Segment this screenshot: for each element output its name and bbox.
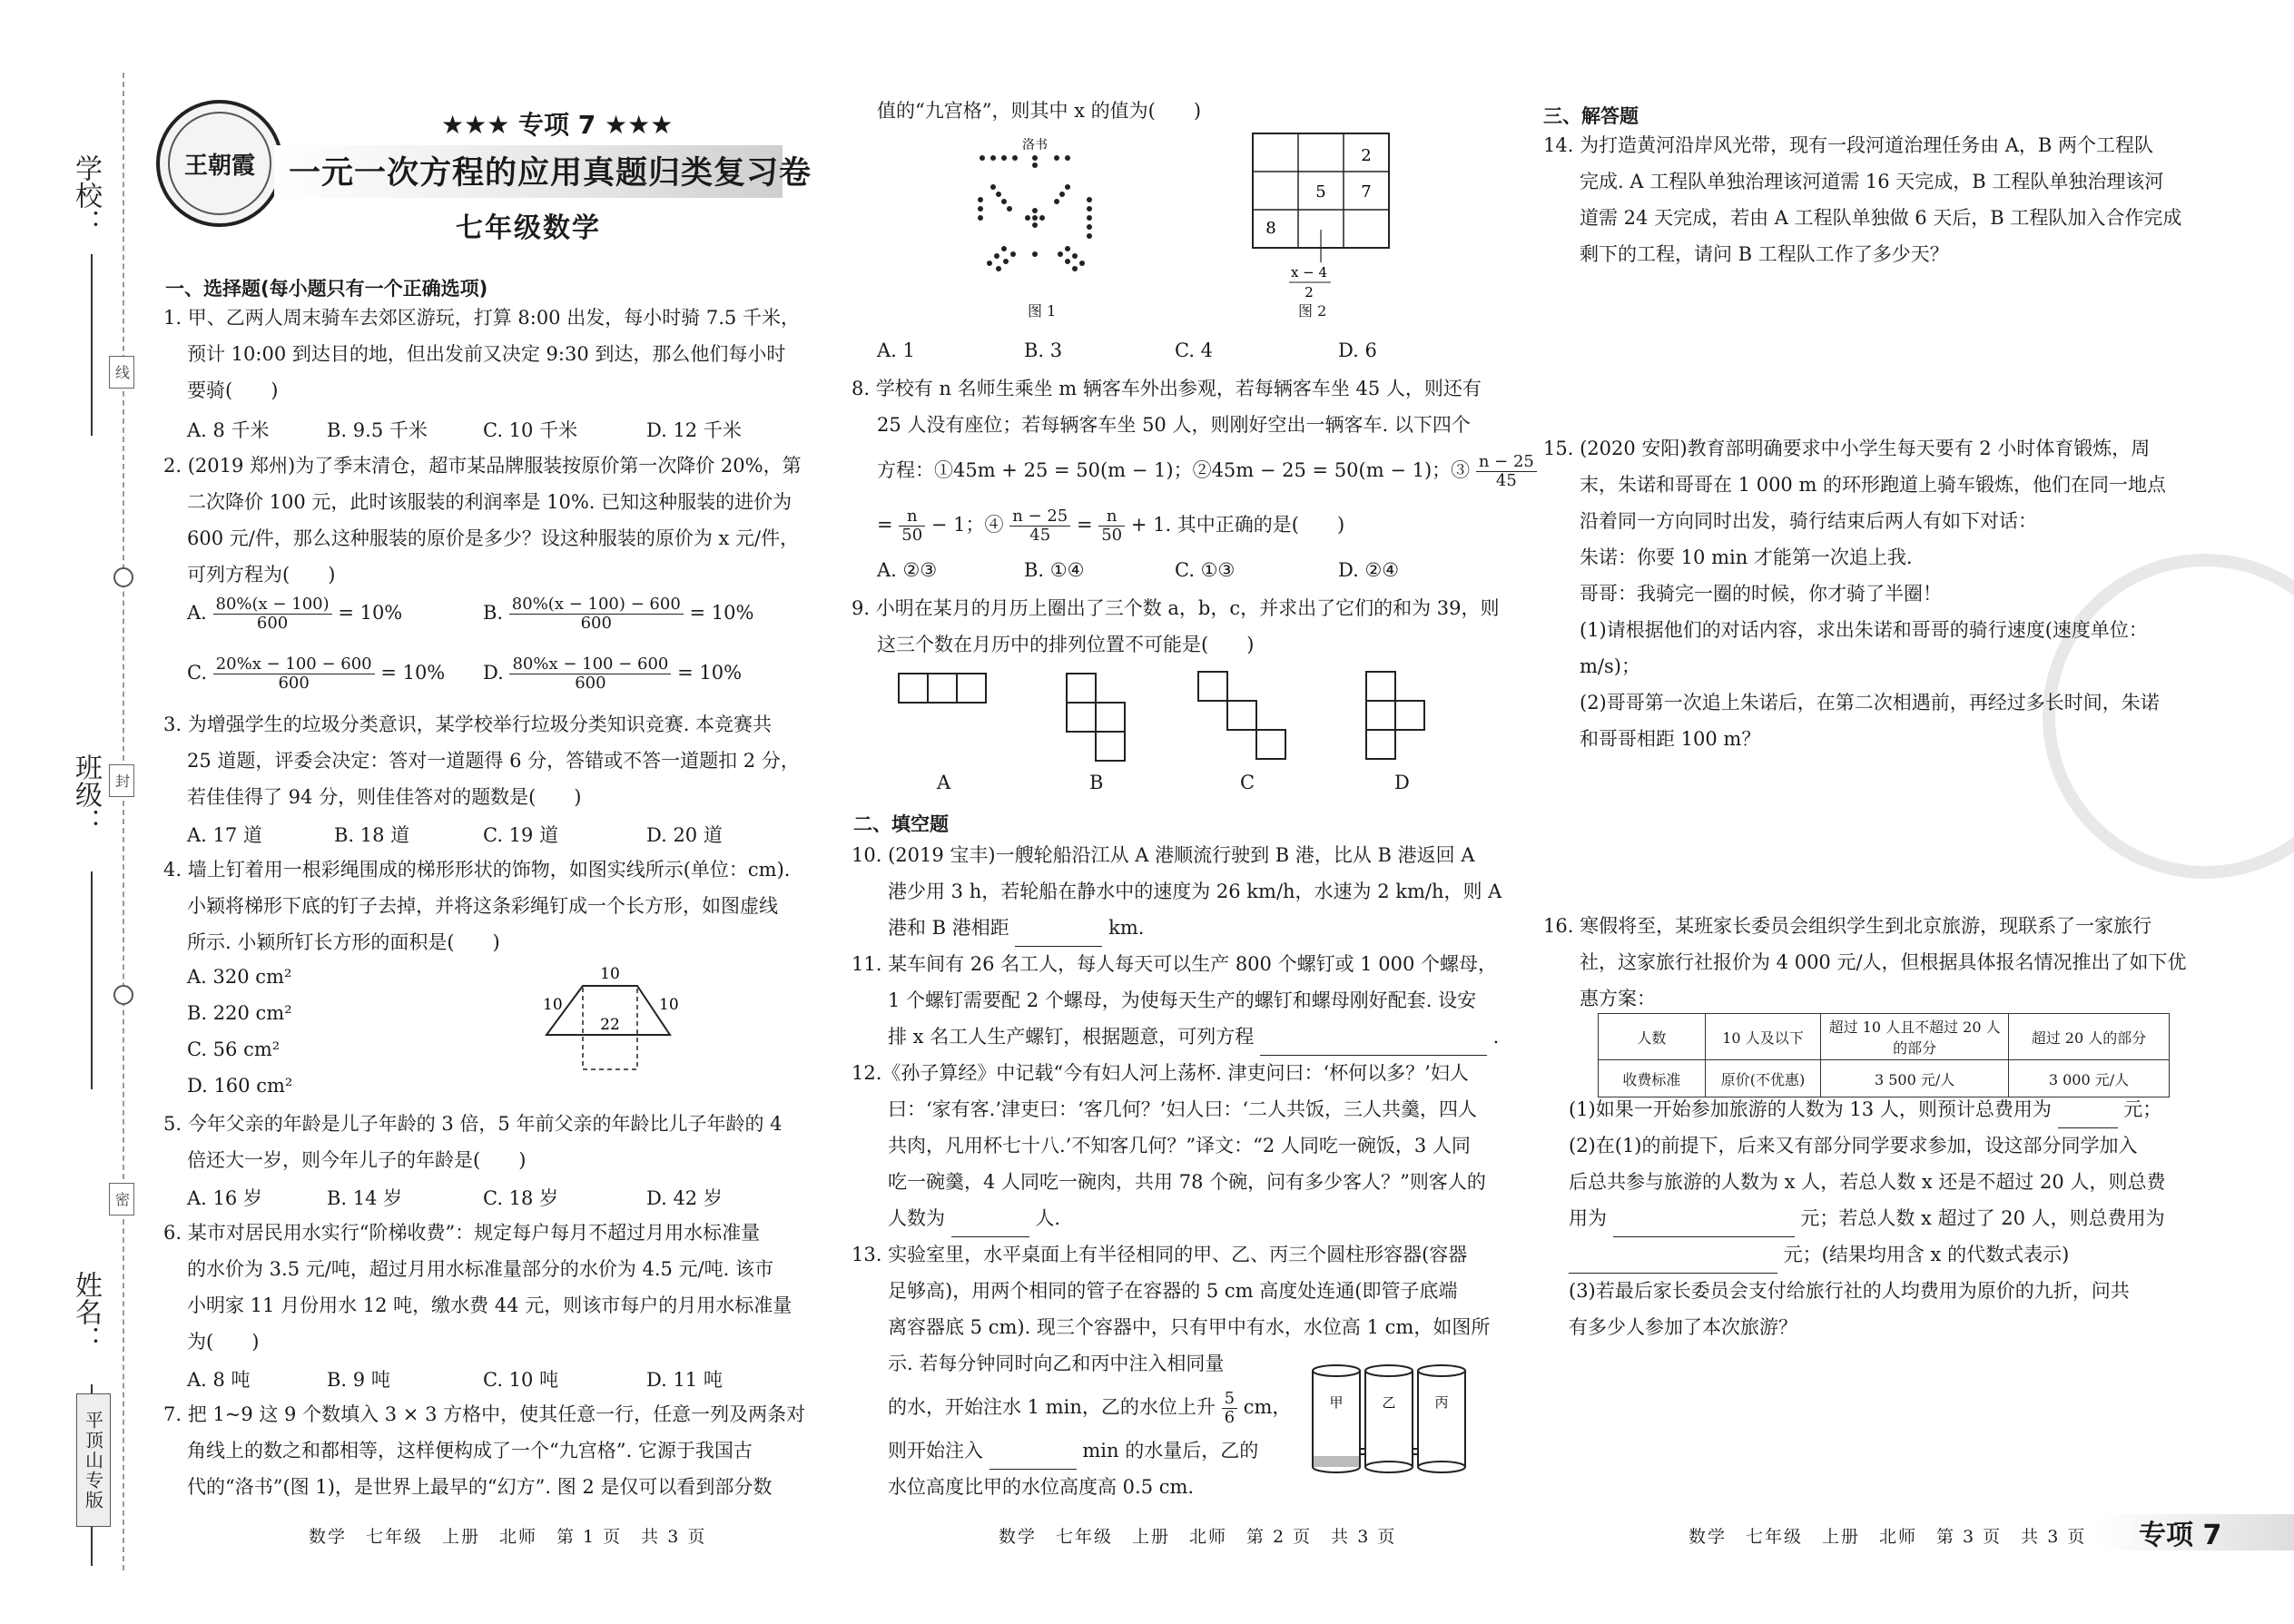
q15-line6: (1)请根据他们的对话内容，求出朱诺和哥哥的骑行速度(速度单位：	[1580, 619, 2148, 641]
q6-option-a[interactable]: A. 8 吨	[187, 1369, 251, 1391]
q8-eq-sign-2: =	[1076, 514, 1093, 536]
q6-line3: 小明家 11 月份用水 12 吨，缴水费 44 元，则该市每户的月用水标准量	[187, 1294, 793, 1316]
q9-line2: 这三个数在月历中的排列位置不可能是( )	[877, 634, 1255, 655]
edition-badge: 平顶山专版	[76, 1393, 111, 1527]
q2-c-numerator: 20%x − 100 − 600	[213, 655, 375, 674]
seal-mark-xian: 线	[109, 356, 134, 389]
table-cell: 超过 10 人且不超过 20 人的部分	[1821, 1014, 2009, 1060]
q10-answer-blank[interactable]	[1015, 910, 1102, 947]
q3-option-b[interactable]: B. 18 道	[334, 824, 410, 846]
brand-text: 王朝霞	[168, 112, 271, 215]
q15-line9: 和哥哥相距 100 m？	[1580, 728, 1761, 750]
q8-frac2-num: n − 25	[1009, 507, 1070, 527]
q9-figure-c	[1198, 672, 1285, 759]
q7-cell-2: 2	[1361, 146, 1372, 165]
school-label: 学校：	[70, 154, 102, 236]
q5-option-c[interactable]: C. 18 岁	[483, 1187, 559, 1209]
q6-option-b[interactable]: B. 9 吨	[327, 1369, 390, 1391]
q7-x-denominator: 2	[1305, 284, 1314, 300]
footer-page-3: 数学 七年级 上册 北师 第 3 页 共 3 页	[1689, 1527, 2087, 1547]
brand-logo	[156, 100, 283, 227]
q1-line2: 预计 10:00 到达目的地，但出发前又决定 9:30 到达，那么他们每小时	[187, 343, 786, 365]
q1-option-d[interactable]: D. 12 千米	[646, 419, 742, 441]
seal-mark-feng: 封	[109, 764, 134, 797]
school-fill-line	[91, 254, 93, 436]
q8-frac2-den: 45	[1029, 526, 1051, 545]
q14-line3: 道需 24 天完成，若由 A 工程队单独做 6 天后，B 工程队加入合作完成	[1580, 207, 2182, 229]
q1-option-a[interactable]: A. 8 千米	[187, 419, 270, 441]
q16-part5-blank[interactable]	[1569, 1236, 1777, 1274]
q3-option-c[interactable]: C. 19 道	[483, 824, 559, 846]
q13-label-jia: 甲	[1329, 1394, 1344, 1411]
q7-option-a[interactable]: A. 1	[877, 340, 915, 361]
q8-frac1-num: n	[899, 507, 925, 527]
q15-line7: m/s)；	[1580, 655, 1640, 677]
q16-price-table	[1598, 1013, 2170, 1097]
q2-d-rhs: = 10%	[677, 662, 743, 684]
q11-period: .	[1492, 1026, 1500, 1048]
q4-option-c[interactable]: C. 56 cm²	[187, 1038, 281, 1060]
q6-option-d[interactable]: D. 11 吨	[646, 1369, 723, 1391]
q11-line2: 1 个螺钉需要配 2 个螺母，为使每天生产的螺钉和螺母刚好配套. 设安	[888, 989, 1477, 1011]
q8-frac3	[1098, 507, 1125, 545]
q3-line2: 25 道题，评委会决定：答对一道题得 6 分，答错或不答一道题扣 2 分，	[187, 750, 800, 772]
q2-c-label: C.	[187, 662, 207, 684]
q12-line3: 共肉，凡用杯七十八.’不知客几何？”译文：“2 人同吃一碗饭，3 人同	[888, 1135, 1471, 1156]
q7-cell-7: 7	[1361, 182, 1372, 202]
q16-line2: 社，这家旅行社报价为 4 000 元/人，但根据具体报名情况推出了如下优	[1580, 951, 2187, 973]
q7-line4: 值的“九宫格”，则其中 x 的值为( )	[877, 100, 1202, 122]
q5-option-b[interactable]: B. 14 岁	[327, 1187, 403, 1209]
section-fill: 二、填空题	[853, 813, 949, 835]
q16-part3: 后总共参与旅游的人数为 x 人，若总人数 x 还是不超过 20 人，则总费	[1569, 1171, 2166, 1193]
q13-line2: 足够高)，用两个相同的管子在容器的 5 cm 高度处连通(即管子底端	[888, 1280, 1458, 1302]
q15-line5: 哥哥：我骑完一圈的时候，你才骑了半圈！	[1580, 583, 1942, 605]
q16-line1: 16. 寒假将至，某班家长委员会组织学生到北京旅游，现联系了一家旅行	[1543, 915, 2152, 937]
q1-line1: 1. 甲、乙两人周末骑车去郊区游玩，打算 8:00 出发，每小时骑 7.5 千米，	[163, 307, 800, 329]
q4-line3: 所示. 小颖所钉长方形的面积是( )	[187, 931, 500, 953]
q11-line3-text: 排 x 名工人生产螺钉，根据题意，可列方程	[888, 1026, 1255, 1048]
q2-c-rhs: = 10%	[380, 662, 446, 684]
q4-line2: 小颖将梯形下底的钉子去掉，并将这条彩绳钉成一个长方形，如图虚线	[187, 895, 778, 917]
q14-line2: 完成. A 工程队单独治理该河道需 16 天完成，B 工程队单独治理该河	[1580, 171, 2164, 192]
q8-line3	[877, 452, 1537, 490]
seal-mark-mi: 密	[109, 1183, 134, 1216]
q8-line3-text: 方程：①45m + 25 = 50(m − 1)；②45m − 25 = 50(m − 1)；③	[877, 459, 1471, 481]
q2-a-numerator: 80%(x − 100)	[213, 595, 332, 615]
q8-line4-end: + 1. 其中正确的是( )	[1130, 514, 1345, 536]
q2-b-numerator: 80%(x − 100) − 600	[509, 595, 684, 615]
q16-part6: (3)若最后家长委员会支付给旅行社的人均费用为原价的九折，问共	[1569, 1280, 2130, 1302]
q2-c-denominator: 600	[278, 674, 310, 693]
q2-option-d[interactable]	[483, 655, 742, 693]
page-subtitle: 七年级数学	[456, 212, 601, 244]
q6-line1: 6. 某市对居民用水实行“阶梯收费”：规定每户每月不超过月用水标准量	[163, 1222, 761, 1244]
q8-eq3-denominator: 45	[1495, 471, 1517, 490]
q4-left-label: 10	[543, 996, 563, 1014]
q9-label-c[interactable]: C	[1240, 772, 1255, 793]
class-fill-line	[91, 871, 93, 1089]
q8-eq3-numerator: n − 25	[1476, 453, 1537, 472]
q13-line4: 示. 若每分钟同时向乙和丙中注入相同量	[888, 1353, 1225, 1374]
q13-label-yi: 乙	[1382, 1394, 1396, 1411]
q13-line5-text: 的水，开始注水 1 min，乙的水位上升	[888, 1396, 1216, 1418]
q4-right-label: 10	[659, 996, 679, 1014]
q16-part7: 有多少人参加了本次旅游？	[1569, 1316, 1797, 1338]
q2-b-rhs: = 10%	[689, 602, 754, 624]
page-title: 一元一次方程的应用真题归类复习卷	[289, 155, 812, 192]
q9-figure-b	[1067, 674, 1125, 761]
q10-line2: 港少用 3 h，若轮船在静水中的速度为 26 km/h，水速为 2 km/h，则 A	[888, 881, 1502, 902]
q2-d-denominator: 600	[575, 674, 606, 693]
table-cell: 原价(不优惠)	[1705, 1060, 1821, 1097]
q2-a-label: A.	[187, 602, 207, 624]
q7-luoshu-title: 洛书	[1022, 138, 1048, 153]
section-choice: 一、选择题(每小题只有一个正确选项)	[165, 278, 488, 300]
q15-line3: 沿着同一方向同时出发，骑行结束后两人有如下对话：	[1580, 510, 2037, 532]
q16-part1-unit: 元；	[2123, 1098, 2162, 1120]
q1-line3: 要骑( )	[187, 379, 279, 401]
table-cell: 超过 20 人的部分	[2008, 1014, 2169, 1060]
footer-page-1: 数学 七年级 上册 北师 第 1 页 共 3 页	[309, 1527, 707, 1547]
q9-figure-d	[1366, 672, 1424, 759]
q2-option-a[interactable]	[187, 595, 402, 633]
q2-a-rhs: = 10%	[338, 602, 403, 624]
q13-line5-unit: cm，	[1243, 1396, 1292, 1418]
q8-frac1	[899, 507, 925, 545]
q10-unit: km.	[1108, 917, 1145, 939]
q16-part1-blank[interactable]	[2058, 1091, 2118, 1128]
table-row	[1599, 1014, 2170, 1060]
q6-line4: 为( )	[187, 1331, 260, 1353]
q9-line1: 9. 小明在某月的月历上圈出了三个数 a，b，c，并求出了它们的和为 39，则	[852, 597, 1500, 619]
q9-label-d[interactable]: D	[1394, 772, 1410, 793]
binding-dashed-line	[123, 73, 124, 1570]
q9-label-a[interactable]: A	[937, 772, 951, 793]
q7-cell-8: 8	[1265, 219, 1276, 238]
table-cell: 人数	[1599, 1014, 1706, 1060]
q2-line2: 二次降价 100 元，此时该服装的利润率是 10%. 已知这种服装的进价为	[187, 491, 793, 513]
q12-line1: 12.《孙子算经》中记载“今有妇人河上荡杯. 津吏问曰：‘杯何以多？’妇人	[852, 1062, 1469, 1084]
q9-figure-a	[899, 674, 986, 703]
q16-part5	[1569, 1236, 2069, 1274]
q16-part4-blank[interactable]	[1613, 1200, 1795, 1237]
q6-line2: 的水价为 3.5 元/吨，超过月用水标准量部分的水价为 4.5 元/吨. 该市	[187, 1258, 773, 1280]
q14-line4: 剩下的工程，请问 B 工程队工作了多少天？	[1580, 243, 1949, 265]
q7-option-b[interactable]: B. 3	[1024, 340, 1063, 361]
q5-option-d[interactable]: D. 42 岁	[646, 1187, 723, 1209]
q15-line1: 15. (2020 安阳)教育部明确要求中小学生每天要有 2 小时体育锻炼，周	[1543, 438, 2151, 459]
q8-eq3-fraction	[1476, 453, 1537, 490]
q16-part2: (2)在(1)的前提下，后来又有部分同学要求参加，设这部分同学加入	[1569, 1135, 2138, 1156]
q13-frac-num: 5	[1222, 1390, 1237, 1409]
q16-part1	[1569, 1091, 2161, 1128]
q10-line3	[888, 910, 1145, 947]
q16-line3: 惠方案：	[1580, 988, 1656, 1009]
q15-line2: 末，朱诺和哥哥在 1 000 m 的环形跑道上骑车锻炼，他们在同一地点	[1580, 474, 2167, 496]
q2-d-fraction	[509, 655, 671, 693]
q13-line6-end: min 的水量后，乙的	[1082, 1440, 1259, 1462]
q13-line6-text: 则开始注入	[888, 1440, 983, 1462]
q13-line3: 离容器底 5 cm). 现三个容器中，只有甲中有水，水位高 1 cm，如图所	[888, 1316, 1491, 1338]
table-cell: 3 500 元/人	[1821, 1060, 2009, 1097]
binding-hole-icon	[113, 567, 133, 587]
name-label: 姓名：	[70, 1271, 102, 1353]
q4-trapezoid-figure	[527, 962, 708, 1098]
q13-line6	[888, 1432, 1258, 1470]
q2-option-c[interactable]	[187, 655, 445, 693]
q16-part4-text: 用为	[1569, 1207, 1607, 1229]
q5-option-a[interactable]: A. 16 岁	[187, 1187, 262, 1209]
q13-line5	[888, 1389, 1291, 1427]
q8-line2: 25 人没有座位；若每辆客车坐 50 人，则刚好空出一辆客车. 以下四个	[877, 414, 1471, 436]
q7-option-d[interactable]: D. 6	[1338, 340, 1377, 361]
q2-b-denominator: 600	[580, 614, 612, 633]
binding-hole-icon	[113, 985, 133, 1005]
q7-grid-figure	[1244, 132, 1398, 304]
q9-label-b[interactable]: B	[1089, 772, 1104, 793]
q12-line5	[888, 1200, 1060, 1237]
q12-line4: 吃一碗羹，4 人同吃一碗肉，共用 78 个碗，问有多少客人？”则客人的	[888, 1171, 1486, 1193]
q16-part4-end: 元；若总人数 x 超过了 20 人，则总费用为	[1800, 1207, 2165, 1229]
q7-fig1-caption-text: 图 1	[1028, 302, 1057, 320]
q3-option-a[interactable]: A. 17 道	[187, 824, 262, 846]
q7-line3: 代的“洛书”(图 1)，是世界上最早的“幻方”. 图 2 是仅可以看到部分数	[187, 1476, 773, 1498]
q3-line3: 若佳佳得了 94 分，则佳佳答对的题数是( )	[187, 786, 582, 808]
q2-b-label: B.	[483, 602, 504, 624]
q13-answer-blank[interactable]	[989, 1432, 1077, 1470]
q8-line4-mid: − 1；④	[930, 514, 1004, 536]
q9-calendar-figures	[890, 663, 1452, 799]
q16-part1-text: (1)如果一开始参加旅游的人数为 13 人，则预计总费用为	[1569, 1098, 2052, 1120]
q7-cell-5: 5	[1315, 182, 1326, 202]
q12-line2: 曰：‘家有客.’津吏曰：‘客几何？’妇人曰：‘二人共饭，三人共羹，四人	[888, 1098, 1478, 1120]
class-label: 班级：	[70, 753, 102, 835]
q1-option-b[interactable]: B. 9.5 千米	[327, 419, 428, 441]
q5-line1: 5. 今年父亲的年龄是儿子年龄的 3 倍，5 年前父亲的年龄比儿子年龄的 4	[163, 1113, 783, 1135]
q4-bottom-label: 22	[600, 1016, 620, 1034]
q11-line1: 11. 某车间有 26 名工人，每人每天可以生产 800 个螺钉或 1 000 个螺母，	[852, 953, 1498, 975]
q2-c-fraction	[213, 655, 375, 693]
q7-x-numerator: x − 4	[1290, 264, 1328, 281]
q5-line2: 倍还大一岁，则今年儿子的年龄是( )	[187, 1149, 527, 1171]
q3-option-d[interactable]: D. 20 道	[646, 824, 723, 846]
q14-line1: 14. 为打造黄河沿岸风光带，现有一段河道治理任务由 A，B 两个工程队	[1543, 134, 2154, 156]
q7-luoshu-dots	[978, 155, 1092, 271]
table-cell: 10 人及以下	[1705, 1014, 1821, 1060]
section-answer: 三、解答题	[1543, 105, 1639, 127]
q7-luoshu-figure	[962, 136, 1108, 300]
q7-line2: 角线上的数之和都相等，这样便构成了一个“九宫格”. 它源于我国古	[187, 1440, 753, 1462]
q13-line7: 水位高度比甲的水位高度高 0.5 cm.	[888, 1476, 1195, 1498]
q12-line5-text: 人数为	[888, 1207, 945, 1229]
q2-line4: 可列方程为( )	[187, 564, 336, 586]
q8-option-b[interactable]: B. ①④	[1024, 559, 1085, 581]
q7-line1: 7. 把 1~9 这 9 个数填入 3 × 3 方格中，使其任意一行，任意一列及两条对	[163, 1403, 806, 1425]
q8-option-a[interactable]: A. ②③	[877, 559, 938, 581]
q4-line1: 4. 墙上钉着用一根彩绳围成的梯形形状的饰物，如图实线所示(单位：cm).	[163, 859, 791, 881]
q13-fraction	[1222, 1390, 1237, 1427]
q4-option-b[interactable]: B. 220 cm²	[187, 1002, 292, 1024]
q12-unit: 人.	[1035, 1207, 1061, 1229]
q1-option-c[interactable]: C. 10 千米	[483, 419, 578, 441]
q15-line4: 朱诺：你要 10 min 才能第一次追上我.	[1580, 546, 1913, 568]
q10-line1: 10. (2019 宝丰)一艘轮船沿江从 A 港顺流行驶到 B 港，比从 B 港返回 A	[852, 844, 1475, 866]
q8-eq-sign: =	[877, 514, 893, 536]
q8-line1: 8. 学校有 n 名师生乘坐 m 辆客车外出参观，若每辆客车坐 45 人，则还有	[852, 378, 1482, 399]
q13-line1: 13. 实验室里，水平桌面上有半径相同的甲、乙、丙三个圆柱形容器(容器	[852, 1244, 1468, 1265]
table-cell: 收费标准	[1599, 1060, 1706, 1097]
q13-label-bing: 丙	[1434, 1394, 1449, 1411]
q4-option-a[interactable]: A. 320 cm²	[187, 966, 292, 988]
footer-page-2: 数学 七年级 上册 北师 第 2 页 共 3 页	[999, 1527, 1397, 1547]
q8-line4	[877, 507, 1344, 545]
q2-line1: 2. (2019 郑州)为了季末清仓，超市某品牌服装按原价第一次降价 20%，第	[163, 455, 802, 477]
special-label: ★★★ 专项 7 ★★★	[441, 110, 674, 140]
q2-a-denominator: 600	[256, 614, 289, 633]
q8-frac3-den: 50	[1101, 526, 1123, 545]
q4-top-label: 10	[600, 965, 620, 983]
q7-fig2-caption: 图 2	[1298, 302, 1327, 320]
q7-option-c[interactable]: C. 4	[1175, 340, 1214, 361]
q13-frac-den: 6	[1224, 1408, 1236, 1427]
q10-line3-text: 港和 B 港相距	[888, 917, 1009, 939]
q11-line3	[888, 1019, 1499, 1056]
q16-part4	[1569, 1200, 2165, 1237]
q12-answer-blank[interactable]	[951, 1200, 1029, 1237]
q6-option-c[interactable]: C. 10 吨	[483, 1369, 559, 1391]
footer-tag: 专项 7	[2139, 1520, 2222, 1551]
q4-option-d[interactable]: D. 160 cm²	[187, 1075, 293, 1097]
q2-d-numerator: 80%x − 100 − 600	[509, 655, 671, 674]
q2-d-label: D.	[483, 662, 504, 684]
q16-part5-text: 元；(结果均用含 x 的代数式表示)	[1783, 1244, 2070, 1265]
q15-line8: (2)哥哥第一次追上朱诺后，在第二次相遇前，再经过多长时间，朱诺	[1580, 692, 2160, 714]
q8-frac1-den: 50	[901, 526, 923, 545]
q8-frac3-num: n	[1098, 507, 1125, 527]
q2-line3: 600 元/件，那么这种服装的原价是多少？设这种服装的原价为 x 元/件，	[187, 527, 800, 549]
q3-line1: 3. 为增强学生的垃圾分类意识，某学校举行垃圾分类知识竞赛. 本竞赛共	[163, 714, 773, 735]
q8-option-d[interactable]: D. ②④	[1338, 559, 1400, 581]
q11-answer-blank[interactable]	[1260, 1019, 1487, 1056]
q8-frac2	[1009, 507, 1070, 545]
q2-a-fraction	[213, 595, 332, 633]
q2-option-b[interactable]	[483, 595, 753, 633]
table-cell: 3 000 元/人	[2008, 1060, 2169, 1097]
q13-cylinders-figure	[1307, 1362, 1471, 1480]
q2-b-fraction	[509, 595, 684, 633]
q8-option-c[interactable]: C. ①③	[1175, 559, 1236, 581]
